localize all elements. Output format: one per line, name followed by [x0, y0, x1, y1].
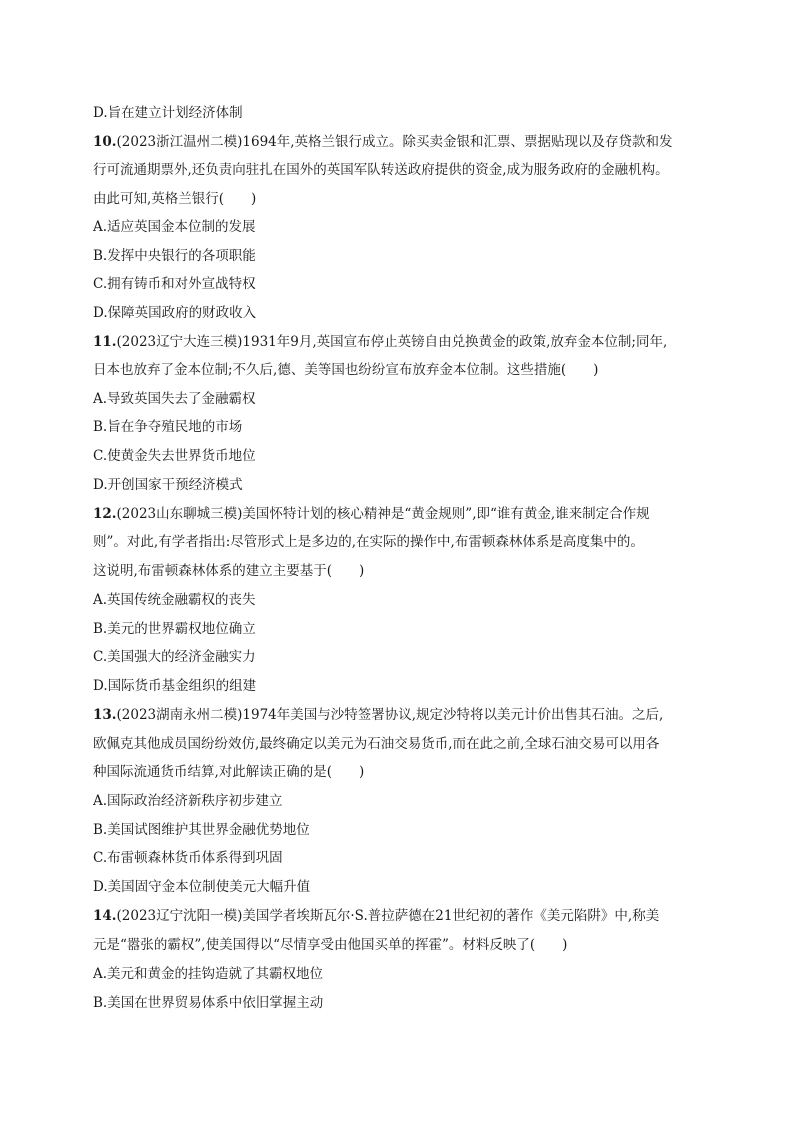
- q11-option-b: B.旨在争夺殖民地的市场: [93, 419, 243, 435]
- q11-option-d: D.开创国家干预经济模式: [93, 477, 243, 493]
- q11-source: (2023辽宁大连三模): [116, 334, 243, 350]
- q13-option-d: D.美国固守金本位制使美元大幅升值: [93, 879, 311, 895]
- q13-stem-line-3: 种国际流通货币结算,对此解读正确的是( ): [93, 764, 365, 780]
- q12-source: (2023山东聊城三模): [116, 506, 243, 522]
- q10-stem-text-1: 1694年,英格兰银行成立。除买卖金银和汇票、票据贴现以及存贷款和发: [242, 134, 673, 150]
- q12-option-b: B.美元的世界霸权地位确立: [93, 621, 256, 637]
- q14-option-b: B.美国在世界贸易体系中依旧掌握主动: [93, 995, 324, 1011]
- q13-stem-line-1: [93, 706, 663, 724]
- q14-number: 14.: [93, 908, 117, 924]
- q12-stem-line-1: [93, 505, 650, 523]
- q12-stem-text-1: 美国怀特计划的核心精神是“黄金规则”,即“谁有黄金,谁来制定合作规: [242, 506, 650, 522]
- q13-number: 13.: [93, 707, 117, 723]
- q11-stem-line-1: [93, 333, 667, 351]
- q11-stem-text-1: 1931年9月,英国宣布停止英镑自由兑换黄金的政策,放弃金本位制;同年,: [242, 334, 668, 350]
- q10-number: 10.: [93, 134, 117, 150]
- q13-option-b: B.美国试图维护其世界金融优势地位: [93, 822, 310, 838]
- q10-option-c: C.拥有铸币和对外宣战特权: [93, 276, 256, 292]
- q12-number: 12.: [93, 506, 117, 522]
- q13-source: (2023湖南永州二模): [116, 707, 243, 723]
- q12-stem-line-3: 这说明,布雷顿森林体系的建立主要基于( ): [93, 563, 365, 579]
- q10-stem-line-2: 行可流通期票外,还负责向驻扎在国外的英国军队转送政府提供的资金,成为服务政府的金融机构。: [93, 162, 669, 178]
- q10-option-a: A.适应英国金本位制的发展: [93, 219, 256, 235]
- q12-option-a: A.英国传统金融霸权的丧失: [93, 592, 256, 608]
- q14-source: (2023辽宁沈阳一模): [116, 908, 243, 924]
- q14-stem-line-2: 元是“嚣张的霸权”,使美国得以“尽情享受由他国买单的挥霍”。材料反映了( ): [93, 937, 568, 953]
- q13-stem-line-2: 欧佩克其他成员国纷纷效仿,最终确定以美元为石油交易货币,而在此之前,全球石油交易可以用各: [93, 736, 660, 752]
- q14-option-a: A.美元和黄金的挂钩造就了其霸权地位: [93, 966, 324, 982]
- q11-number: 11.: [93, 334, 117, 350]
- q14-stem-text-1: 美国学者埃斯瓦尔·S.普拉萨德在21世纪初的著作《美元陷阱》中,称美: [242, 908, 660, 924]
- q10-source: (2023浙江温州二模): [116, 134, 243, 150]
- q12-option-d: D.国际货币基金组织的组建: [93, 678, 257, 694]
- option-d-prev: D.旨在建立计划经济体制: [93, 105, 243, 121]
- q13-stem-text-1: 1974年美国与沙特签署协议,规定沙特将以美元计价出售其石油。之后,: [242, 707, 664, 723]
- q10-stem-line-3: 由此可知,英格兰银行( ): [93, 191, 257, 207]
- q11-option-c: C.使黄金失去世界货币地位: [93, 448, 256, 464]
- q10-option-d: D.保障英国政府的财政收入: [93, 305, 257, 321]
- q14-stem-line-1: [93, 907, 659, 925]
- q10-option-b: B.发挥中央银行的各项职能: [93, 248, 256, 264]
- q12-stem-line-2: 则”。对此,有学者指出:尽管形式上是多边的,在实际的操作中,布雷顿森林体系是高度集中的。: [93, 534, 644, 550]
- q11-stem-line-2: 日本也放弃了金本位制;不久后,德、美等国也纷纷宣布放弃金本位制。这些措施( ): [93, 362, 599, 378]
- q12-option-c: C.美国强大的经济金融实力: [93, 649, 256, 665]
- q11-option-a: A.导致英国失去了金融霸权: [93, 391, 256, 407]
- q13-option-c: C.布雷顿森林货币体系得到巩固: [93, 850, 283, 866]
- q10-stem-line-1: [93, 133, 673, 151]
- q13-option-a: A.国际政治经济新秩序初步建立: [93, 793, 283, 809]
